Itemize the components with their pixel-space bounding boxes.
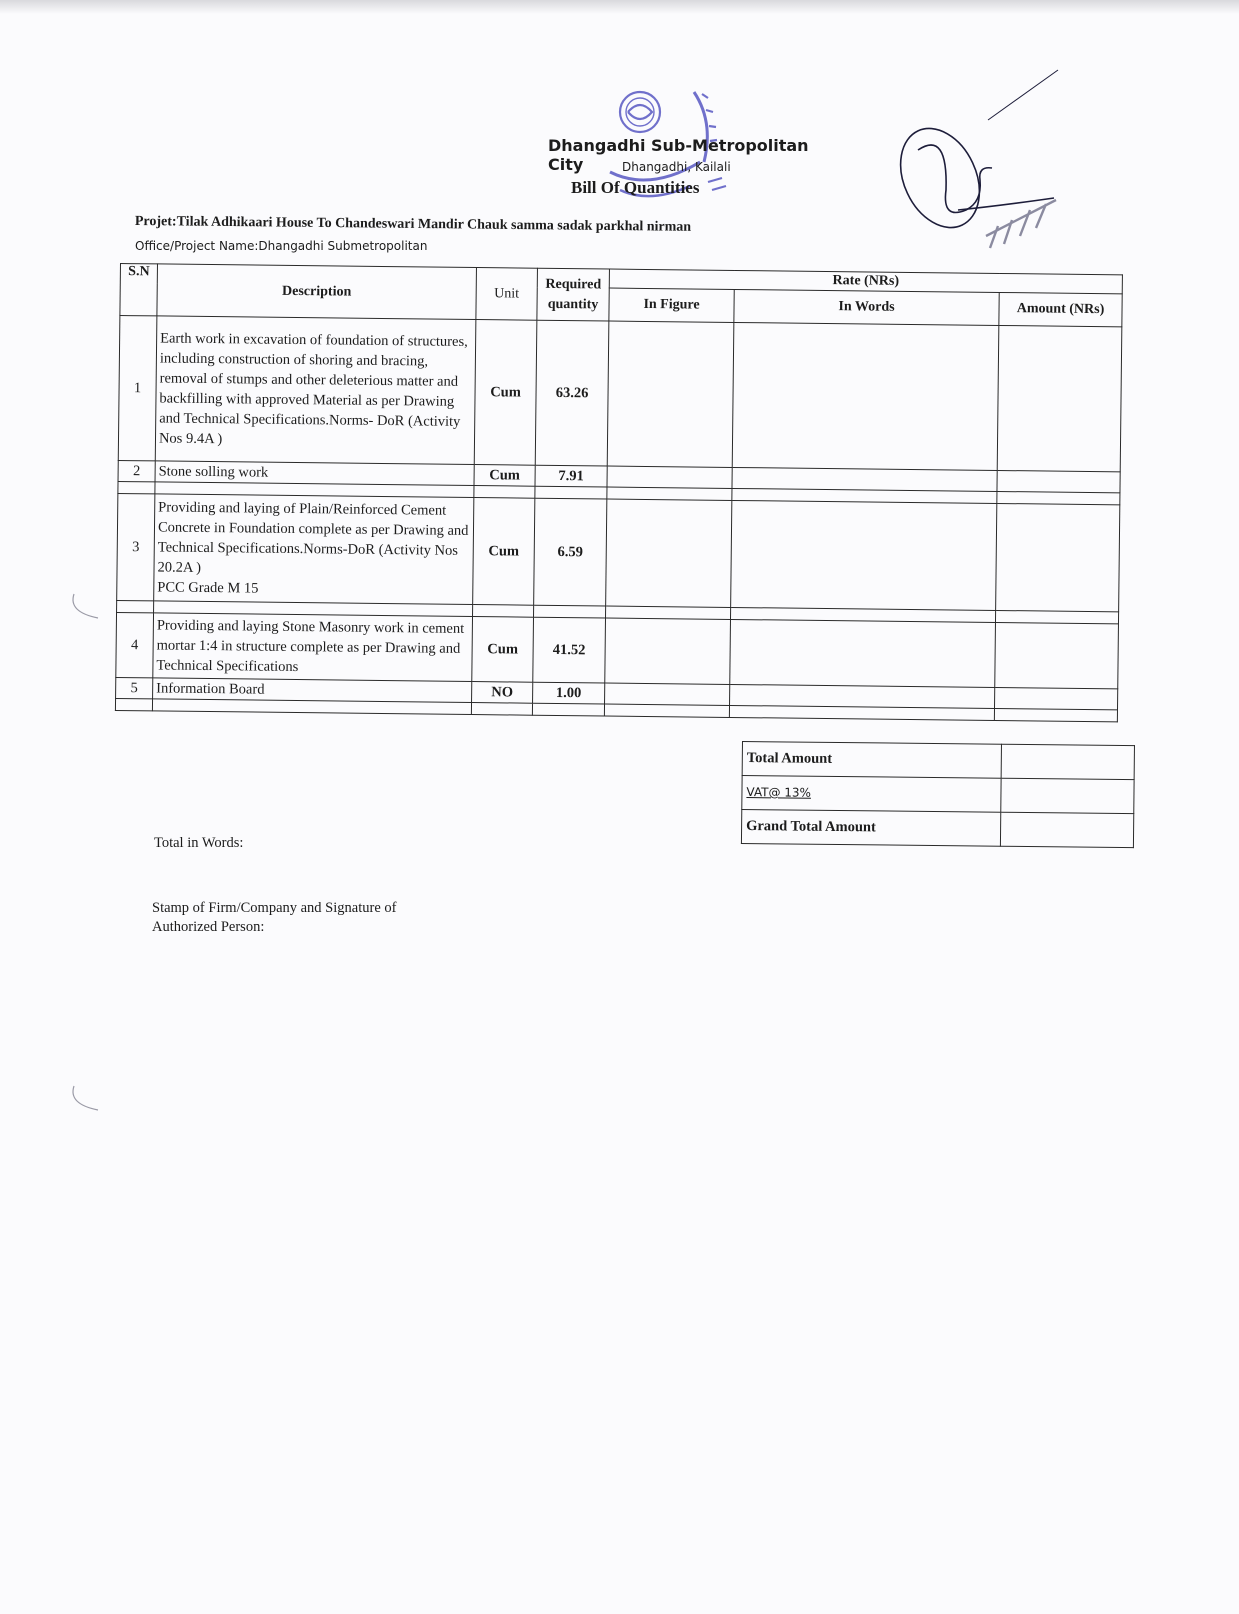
- spacer-cell: [473, 605, 534, 618]
- row-description: Information Board: [153, 678, 472, 703]
- row-amount: [997, 470, 1120, 492]
- table-row: [117, 493, 1120, 611]
- bill-of-quantities-table: [115, 263, 1123, 722]
- office-name: Office/Project Name:Dhangadhi Submetropolitan: [135, 239, 428, 253]
- header-quantity: Required quantity: [537, 268, 610, 321]
- row-rate-figure: [607, 321, 734, 467]
- header-in-words: In Words: [734, 289, 999, 325]
- row-rate-words: [731, 500, 997, 610]
- grand-total-label: Grand Total Amount: [741, 810, 1000, 847]
- header-rate: Rate (NRs): [609, 269, 1122, 294]
- stamp-label-line-1: Stamp of Firm/Company and Signature of: [152, 900, 397, 916]
- row-unit: NO: [472, 682, 533, 704]
- spacer-cell: [474, 486, 535, 499]
- row-rate-words: [732, 322, 999, 470]
- grand-total-row: [741, 810, 1133, 848]
- totals-table: [741, 741, 1135, 848]
- row-amount: [995, 687, 1118, 709]
- header-unit: Unit: [476, 268, 538, 321]
- row-sn: 2: [118, 460, 155, 481]
- table-row: [116, 612, 1119, 688]
- row-unit: Cum: [474, 465, 535, 487]
- row-rate-words: [732, 467, 997, 491]
- stamp-signature-label: [152, 899, 452, 937]
- row-rate-figure: [606, 499, 732, 607]
- row-sn: 4: [116, 612, 154, 677]
- row-rate-figure: [607, 466, 732, 488]
- row-amount: [997, 325, 1122, 471]
- row-quantity: 6.59: [534, 498, 607, 606]
- row-rate-words: [730, 684, 995, 708]
- header-in-figure: In Figure: [609, 288, 734, 322]
- spacer-cell: [729, 705, 994, 720]
- row-sn: 3: [117, 493, 155, 600]
- row-quantity: 7.91: [535, 465, 607, 487]
- spacer-cell: [535, 486, 607, 499]
- spacer-cell: [115, 698, 152, 710]
- vat-value: [1001, 778, 1134, 813]
- spacer-cell: [994, 708, 1117, 721]
- row-quantity: 63.26: [535, 320, 609, 466]
- row-description: Earth work in excavation of foundation of structures, including construction of shoring and bracing, removal of stumps and other deleterious matter and backfilling with approved Material as per Drawing and Technical Specifications.Norms- DoR (Activity Nos 9.4A ): [155, 316, 476, 465]
- spacer-cell: [152, 699, 471, 715]
- spacer-cell: [118, 481, 155, 493]
- scan-edge-shadow: [0, 0, 1239, 14]
- grand-total-value: [1000, 812, 1133, 847]
- vat-label: VAT@ 13%: [742, 776, 1001, 813]
- row-description: [154, 494, 474, 605]
- row-unit: Cum: [472, 617, 534, 683]
- row-amount: [995, 622, 1119, 688]
- row-unit: Cum: [473, 498, 535, 606]
- row-description: Providing and laying Stone Masonry work in cement mortar 1:4 in structure complete as per Drawing and Technical Specifications: [153, 613, 473, 682]
- row-sn: 1: [118, 316, 157, 461]
- document-title: Bill Of Quantities: [571, 178, 700, 197]
- row-description: Stone solling work: [155, 461, 474, 486]
- spacer-cell: [471, 703, 532, 716]
- total-in-words-label: Total in Words:: [154, 835, 244, 851]
- row-rate-figure: [605, 683, 730, 705]
- project-title: Projet:Tilak Adhikaari House To Chandeswari Mandir Chauk samma sadak parkhal nirman: [134, 214, 692, 235]
- header-description: Description: [157, 264, 477, 320]
- spacer-cell: [534, 605, 606, 618]
- punch-hole-mark: [64, 590, 104, 630]
- punch-hole-mark: [64, 1082, 104, 1122]
- row-amount: [996, 503, 1120, 611]
- row-quantity: 1.00: [533, 682, 605, 704]
- total-amount-label: Total Amount: [742, 742, 1001, 779]
- row-unit: Cum: [474, 320, 537, 466]
- spacer-cell: [117, 600, 154, 612]
- stamp-label-line-2: Authorized Person:: [152, 919, 265, 935]
- row-description-extra: PCC Grade M 15: [157, 579, 259, 597]
- city-name: Dhangadhi Sub-Metropolitan City: [548, 136, 809, 174]
- place-name: Dhangadhi, Kailali: [622, 160, 731, 174]
- vat-row: [742, 776, 1134, 814]
- signature-mark: [898, 60, 1098, 270]
- row-sn: 5: [116, 677, 153, 698]
- header-sn: S.N: [120, 264, 158, 316]
- row-quantity: 41.52: [533, 617, 606, 683]
- total-amount-row: [742, 742, 1134, 780]
- row-rate-words: [730, 619, 996, 687]
- row-description-text: Providing and laying of Plain/Reinforced Cement Concrete in Foundation complete as per Drawing and Technical Specifications.Norms-DoR (Activity Nos 20.2A ): [157, 499, 469, 576]
- spacer-cell: [532, 703, 604, 716]
- spacer-cell: [604, 704, 729, 717]
- total-amount-value: [1001, 744, 1134, 779]
- table-row: [118, 316, 1122, 472]
- header-amount: Amount (NRs): [999, 292, 1122, 326]
- row-rate-figure: [605, 618, 731, 684]
